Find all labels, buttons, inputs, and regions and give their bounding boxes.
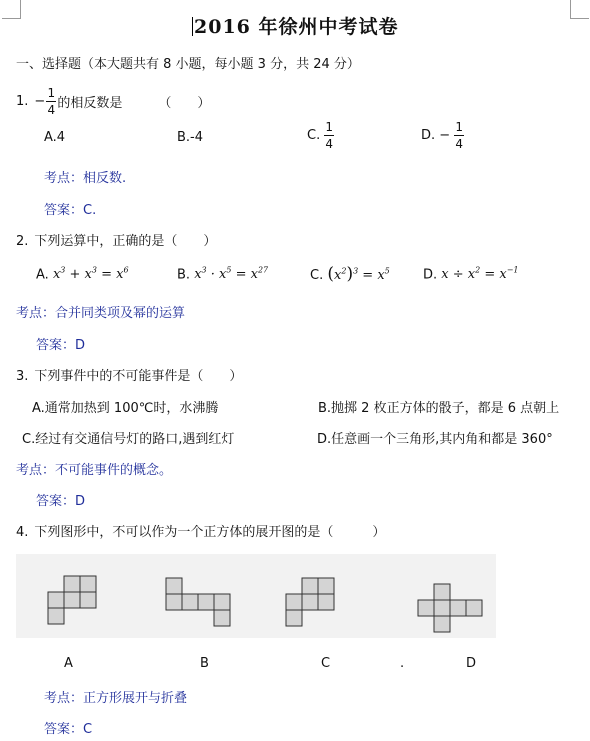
question-1-fraction [46, 86, 56, 117]
q2-option-d-formula: $x \div x^2 = x^{-1}$ [441, 266, 519, 283]
question-3-stem [16, 365, 242, 384]
q1-option-d-fraction [454, 120, 464, 151]
q2-answer: 答案：D [36, 338, 86, 353]
q2-option-a-prefix: A. [36, 267, 49, 283]
q2-option-b-formula: $x^3 \cdot x^5 = x^{27}$ [194, 266, 269, 283]
page-corner-mark-left [2, 0, 21, 19]
q3-option-c: C.经过有交通信号灯的路口,遇到红灯 [22, 432, 235, 447]
document-title [192, 12, 399, 39]
q2-option-a [36, 266, 129, 282]
q4-label-c: C [321, 656, 331, 671]
question-1-text: 的相反数是 [57, 96, 123, 111]
fraction-denominator: 4 [455, 137, 463, 151]
cube-net-svg [16, 554, 496, 638]
fraction-bar [46, 101, 56, 102]
q2-option-d [423, 266, 519, 282]
q1-option-c-fraction [324, 120, 334, 151]
fraction-numerator: 1 [47, 86, 56, 100]
q1-option-c [307, 120, 334, 151]
q1-option-c-prefix: C. [307, 128, 321, 143]
q4-label-dot: . [400, 656, 405, 671]
q3-kaodian: 考点：不可能事件的概念。 [16, 463, 173, 478]
q3-option-b: B.抛掷 2 枚正方体的骰子，都是 6 点朝上 [318, 401, 560, 416]
net-d [418, 584, 482, 632]
fraction-denominator: 4 [325, 137, 334, 151]
q1-option-d-prefix: D. − [421, 128, 451, 143]
question-2-text: 下列运算中，正确的是（ ） [34, 234, 217, 249]
q1-answer: 答案：C. [44, 203, 97, 218]
q4-answer: 答案：C [44, 722, 93, 737]
question-3-text: 下列事件中的不可能事件是（ ） [34, 369, 243, 384]
question-1-stem [16, 86, 210, 117]
fraction-denominator: 4 [47, 103, 56, 117]
q3-answer: 答案：D [36, 494, 86, 509]
q3-option-a: A.通常加热到 100℃时，水沸腾 [32, 401, 219, 416]
question-2-stem [16, 230, 216, 249]
text-cursor [192, 17, 193, 36]
q1-kaodian: 考点：相反数. [44, 171, 127, 186]
fraction-numerator: 1 [455, 120, 463, 134]
fraction-bar [324, 135, 334, 136]
q2-kaodian: 考点：合并同类项及幂的运算 [16, 306, 186, 321]
q2-option-c-prefix: C. [310, 268, 324, 283]
document-title-text: 2016 年徐州中考试卷 [194, 16, 399, 38]
q4-label-d: D [466, 656, 477, 671]
q4-label-a: A [64, 656, 73, 671]
question-3-number: 3. [16, 369, 29, 384]
q4-kaodian: 考点：正方形展开与折叠 [44, 691, 188, 706]
section-heading: 一、选择题（本大题共有 8 小题，每小题 3 分，共 24 分） [16, 57, 360, 72]
question-2-number: 2. [16, 234, 29, 249]
q2-option-c [310, 264, 390, 284]
question-4-number: 4. [16, 525, 29, 540]
question-1-number: 1. [16, 94, 29, 109]
q1-option-b: B.-4 [177, 130, 204, 145]
q2-option-a-formula: $x^3 + x^3 = x^6$ [52, 266, 129, 283]
question-4-stem [16, 521, 385, 540]
q2-option-b-prefix: B. [177, 267, 191, 283]
page-corner-mark-right [570, 0, 589, 19]
fraction-numerator: 1 [325, 120, 334, 134]
question-1-blank: （ ） [158, 96, 211, 111]
q2-option-b [177, 266, 268, 282]
net-a [48, 576, 96, 624]
question-4-text: 下列图形中，不可以作为一个正方体的展开图的是（ ） [34, 525, 386, 540]
question-1-sign: − [34, 94, 46, 109]
q1-option-d [421, 120, 464, 151]
q3-option-d: D.任意画一个三角形,其内角和都是 360° [317, 432, 553, 447]
q4-label-b: B [200, 656, 209, 671]
q2-option-d-prefix: D. [423, 267, 438, 283]
q1-option-a: A.4 [44, 130, 66, 145]
net-b [166, 578, 230, 626]
q2-option-c-formula: $(x^2)^3 = x^5$ [327, 264, 390, 284]
fraction-bar [454, 135, 464, 136]
net-c [286, 578, 334, 626]
cube-net-figure [16, 554, 496, 638]
